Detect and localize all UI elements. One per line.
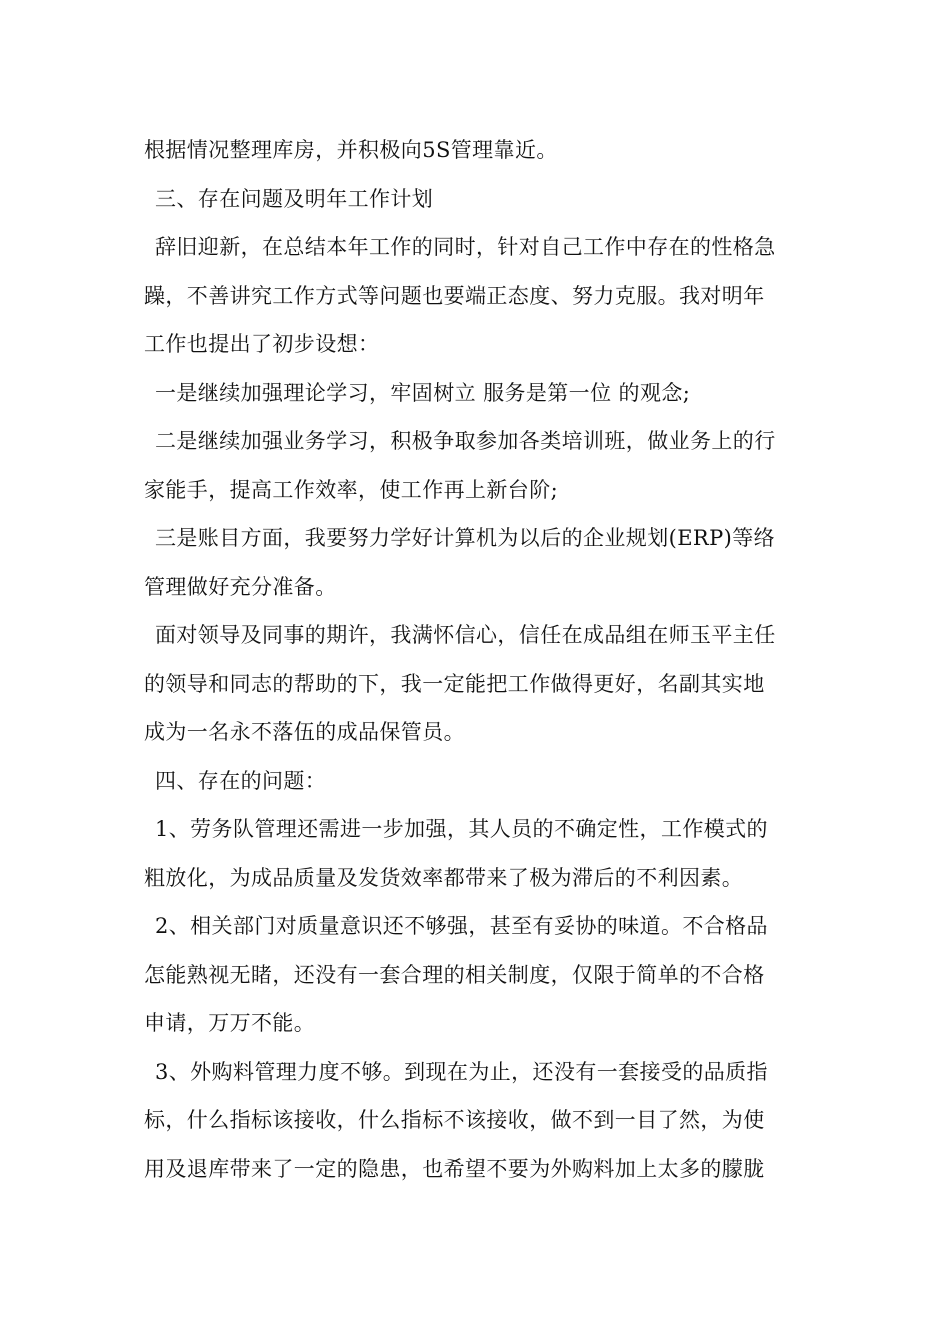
text-line-20: 3、外购料管理力度不够。到现在为止，还没有一套接受的品质指 <box>155 1059 768 1084</box>
text-line-19: 申请，万万不能。 <box>144 1011 316 1035</box>
text-line-18: 怎能熟视无睹，还没有一套合理的相关制度，仅限于简单的不合格 <box>144 962 765 987</box>
text-line-3: 辞旧迎新，在总结本年工作的同时，针对自己工作中存在的性格急 <box>155 235 776 259</box>
text-line-8: 家能手，提高工作效率，使工作再上新台阶; <box>144 477 559 502</box>
text-line-7: 二是继续加强业务学习，积极争取参加各类培训班，做业务上的行 <box>155 429 776 453</box>
text-line-6: 一是继续加强理论学习，牢固树立 服务是第一位 的观念; <box>155 380 691 405</box>
text-line-21: 标，什么指标该接收，什么指标不该接收，做不到一目了然，为使 <box>144 1108 765 1132</box>
text-line-22: 用及退库带来了一定的隐患，也希望不要为外购料加上太多的朦胧 <box>144 1156 765 1181</box>
section-heading-4: 四、存在的问题： <box>155 768 327 793</box>
document-body <box>144 126 806 1193</box>
text-line-5: 工作也提出了初步设想： <box>144 332 380 356</box>
text-line-1: 根据情况整理库房，并积极向5S管理靠近。 <box>144 138 558 162</box>
text-line-10: 管理做好充分准备。 <box>144 574 337 599</box>
text-line-9: 三是账目方面，我要努力学好计算机为以后的企业规划(ERP)等络 <box>155 526 776 550</box>
text-line-15: 1、劳务队管理还需进一步加强，其人员的不确定性，工作模式的 <box>155 817 768 841</box>
text-line-17: 2、相关部门对质量意识还不够强，甚至有妥协的味道。不合格品 <box>155 914 768 938</box>
text-line-12: 的领导和同志的帮助的下，我一定能把工作做得更好，名副其实地 <box>144 671 765 696</box>
text-line-4: 躁，不善讲究工作方式等问题也要端正态度、努力克服。我对明年 <box>144 283 765 308</box>
text-line-13: 成为一名永不落伍的成品保管员。 <box>144 720 465 744</box>
text-line-16: 粗放化，为成品质量及发货效率都带来了极为滞后的不利因素。 <box>144 865 744 890</box>
section-heading-3: 三、存在问题及明年工作计划 <box>155 186 434 211</box>
text-line-11: 面对领导及同事的期许，我满怀信心，信任在成品组在师玉平主任 <box>155 623 776 647</box>
